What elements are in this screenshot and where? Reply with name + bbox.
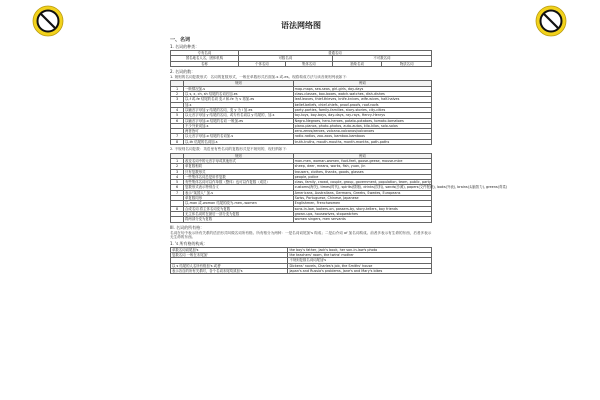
table-row — [171, 268, 432, 273]
table-row — [171, 185, 432, 190]
page-title: 语法网络图 — [281, 21, 321, 30]
table-cell: 有些集体名词可以作单数（整体）也可以作复数（成员） — [184, 180, 294, 185]
table-cell — [171, 217, 184, 222]
table-cell: 8 — [171, 139, 184, 144]
table-cell: 以辅音字母加 y 结尾的名词，变 y 为 i 加-es — [184, 107, 294, 112]
table-cell: truth-truths, mouth-mouths, month-months, path-paths — [293, 139, 431, 144]
table-cell: 6 — [171, 118, 184, 123]
table-cell: Americans, Australians, Germans, Greeks, Swedes, Europeans — [293, 190, 431, 195]
table-cell: 4 — [171, 174, 184, 179]
subsection-heading: 1. 's 所有格的构成： — [170, 240, 208, 246]
table-cell: 以-f 或-fe 结尾的名词 变-f 和-fe 为 v 再加-es — [184, 97, 294, 102]
table-cell: 7 — [171, 190, 184, 195]
table-cell: 表示“某国人” 加-s — [184, 190, 294, 195]
table-cell: customs(海关), times(时代), spirits(情绪), drinks(饮料), sands(沙滩), papers(文件报纸), looks(外表), brains(头脑智力), greens(青菜) — [294, 185, 508, 190]
table-cell: people, police — [293, 174, 431, 179]
table-cell: 两者皆可 — [184, 129, 294, 134]
table-cell: 单数名词词尾加's — [171, 247, 288, 252]
table-cell: 5 — [171, 113, 184, 118]
table-cell: 物质名词 — [382, 61, 432, 66]
table-cell: grown-ups, housewives, stopwatches — [293, 211, 431, 216]
table-cell: 5 — [171, 180, 184, 185]
paragraph: 1. 规则的名词复数形式：名词的复数形式，一般在单数形式后面加-s 或-es。现将构成方法与读音规则列表如下： — [170, 74, 350, 79]
subsection-heading: 1. 名词的种类： — [170, 44, 200, 49]
table-cell: 不少外来词加-s — [184, 123, 294, 128]
table-cell: 将两部分变为复数 — [184, 217, 294, 222]
table-cell: 表示各自的所有关系时，各个名词末尾均须加's — [171, 268, 288, 273]
table-cell: zero-zeros/zeroes, volcano-volcanos/volcanoes — [293, 129, 431, 134]
irregular-plural-table — [170, 153, 508, 223]
table-cell: 改变名词中的元音字母或其他形式 — [184, 158, 294, 163]
possessive-table — [170, 247, 432, 274]
table-cell: class, family, crowd, couple, group, government, population, team, public, party — [294, 180, 431, 185]
table-cell: 1 — [171, 86, 184, 91]
table-cell: sons-in-law, lookers-on, passers-by, story-tellers, boy friends — [293, 206, 431, 211]
table-row — [171, 97, 432, 102]
table-cell: 不规则复数名词词尾加's — [288, 258, 432, 263]
table-cell: 普通名词 — [238, 51, 431, 56]
table-cell: 3 — [171, 97, 184, 102]
noun-class-table — [170, 50, 432, 67]
table-cell: 不可数名词 — [332, 56, 431, 61]
table-cell: sheep, deer, means, works, fish, yuan, jin — [293, 164, 431, 169]
table-cell: 4 — [171, 107, 184, 112]
table-cell: 3 — [171, 169, 184, 174]
no-entry-icon — [535, 5, 567, 37]
table-cell: 可数名词 — [238, 56, 332, 61]
table-cell: 以 s, x, ch, sh 结尾的名词后加-es — [184, 92, 294, 97]
table-header: 例词 — [293, 153, 431, 158]
table-cell: 单复数相同 — [184, 164, 294, 169]
table-row — [171, 206, 432, 211]
table-cell: Japan's and Russia's problems, Jane's and Mary's bikes — [288, 268, 432, 273]
table-cell: 复数形式表示特别含义 — [184, 185, 294, 190]
table-cell: Dickens' novels, Charles's job, the Smiths' house — [288, 263, 432, 268]
paragraph: 名词在句中表示所有关系的语法形式叫做名词所有格。所有格分为两种：一是名词词尾加's 构成；二是由介词 of 加名词构成。前者多表示有生命的东西，后者多表示无生命的东西。 — [170, 230, 432, 240]
table-cell: Englishmen, Frenchwomen — [293, 201, 431, 206]
table-row — [171, 158, 432, 163]
table-cell: 抽象名词 — [332, 61, 382, 66]
document-page — [170, 16, 508, 400]
table-cell: 专有名词 — [171, 51, 239, 56]
table-cell: 一些集体名词总是用作复数 — [184, 174, 294, 179]
table-cell: 以 s 结尾的人名所有格加's 或者' — [171, 263, 288, 268]
table-cell: 2 — [171, 92, 184, 97]
table-cell: 无主体名词时在最后一部分变为复数 — [184, 211, 294, 216]
table-row — [171, 190, 432, 195]
table-cell: the teachers' room, the twins' mother — [288, 252, 432, 257]
table-cell: the boy's father, Jack's book, her son-in-law's photo — [288, 247, 432, 252]
table-row — [171, 139, 432, 144]
table-cell: Negro-Negroes, hero-heroes, potato-potatoes, tomato-tomatoes — [293, 118, 431, 123]
table-cell: leaf-leaves, thief-thieves, knife-knives, wife-wives, half-halves — [293, 97, 431, 102]
table-cell: class-classes, box-boxes, watch-watches, dish-dishes — [293, 92, 431, 97]
table-cell: 以辅音字母加-o 结尾的名词 一般加-es — [184, 118, 294, 123]
table-cell: trousers, clothes, thanks, goods, glasses — [293, 169, 431, 174]
table-cell: 以-man 或-woman 结尾的改为-men,-women — [184, 201, 294, 206]
table-cell: party-parties, family-families, story-stories, city-cities — [293, 107, 431, 112]
table-cell: 以元音字母加 y 结尾的名词，或专有名词以 y 结尾的，加-s — [184, 113, 294, 118]
table-header: 规则 — [184, 81, 294, 86]
table-cell: toy-toys, boy-boys, day-days, ray-rays, Henry-Henrys — [293, 113, 431, 118]
subsection-heading: III. 名词的所有格： — [170, 224, 205, 230]
no-entry-icon — [32, 5, 64, 37]
table-cell: man-men, woman-women, foot-feet, goose-geese, mouse-mice — [293, 158, 431, 163]
table-cell: 一般情况加-s — [184, 86, 294, 91]
table-header: 规则 — [184, 153, 294, 158]
table-cell: 只有复数形式 — [184, 169, 294, 174]
table-cell: 1 — [171, 158, 184, 163]
subsection-heading: 2. 名词的数： — [170, 68, 196, 74]
table-cell: 合成名词 将主体名词变为复数 — [184, 206, 294, 211]
table-cell: women singers, men servants — [293, 217, 431, 222]
table-cell: 7 — [171, 134, 184, 139]
table-cell: 2 — [171, 164, 184, 169]
table-cell: radio-radios, zoo-zoos, bamboo-bamboos — [293, 134, 431, 139]
table-cell: belief-beliefs, chief-chiefs, proof-proofs, roof-roofs — [293, 102, 431, 107]
table-cell: 以-th 结尾的名词加-s — [184, 139, 294, 144]
section-heading: 一、名词 — [170, 37, 191, 43]
paragraph: 2. 不规则名词复数：英语里有些名词的复数形式是不规则的，现归纳如下： — [170, 147, 290, 152]
table-cell: 集体名词 — [285, 61, 332, 66]
table-cell: 名称 — [171, 61, 239, 66]
table-cell: 以元音字母加-o 结尾的名词加-s — [184, 134, 294, 139]
table-cell: piano-pianos, photo-photos, auto-autos, kilo-kilos, solo-solos — [293, 123, 431, 128]
table-cell: Swiss, Portuguese, Chinese, Japanese — [293, 196, 431, 201]
regular-plural-table — [170, 80, 432, 145]
table-row — [171, 118, 432, 123]
table-cell: 6 — [171, 185, 184, 190]
table-header: 例词 — [293, 81, 431, 86]
table-row — [171, 217, 432, 222]
table-cell: 复数名词 一般在末尾加' — [171, 252, 288, 257]
table-cell: map-maps, sea-seas, girl-girls, day-days — [293, 86, 431, 91]
table-cell: 个体名词 — [238, 61, 285, 66]
table-cell: 国名地名人名，团体机构 — [171, 56, 239, 61]
table-cell: 单复数同形 — [184, 196, 294, 201]
table-cell: 加-s — [184, 102, 294, 107]
table-cell: 8 — [171, 206, 184, 211]
